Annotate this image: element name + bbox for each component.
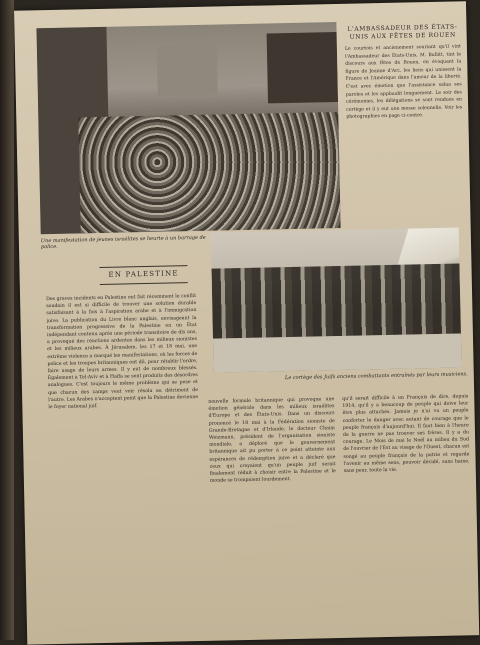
right-article-text: Le courtois et ancienement souriant qu'il vint l'Ambassadeur des États-Unis, M. Bullitt, tint le discours aux fêtes de Rouen, en évoquant la figure de Jeanne d'Arc, les liens qui unissent la France et l'Amérique dans l'amour de la liberté. C'est avec émotion que l'assistance salua ses paroles et les applaudit longuement. Le soir des cérémonies, les délégations se sont rendues en cortège et il y eut une messe solennelle. Voir les photographies en page ci-contre. [344, 44, 463, 121]
article-column-2 [208, 396, 339, 639]
article-column-3-text: qu'il serait difficile à un Français de dire, depuis 1914, qu'il y a beaucoup de peuple qui doive leur être plus attachés. Jamais je n'ai vu un peuple conforter le danger avec autant de courage que le peuple français d'aujourd'hui. Il faut bien à l'heure de la guerre ne pas trouver ses frères. Il y a du courage. Le Mois de mai le Noël au milieu du Sud de l'ouvrier de l'Est au visage de l'Ouest, chacun est songé au peuple français de la patrie et regarde l'avenir au même sens, pouvoir décidé, sans haine, sans peur, toute la vie. [342, 394, 470, 474]
section-rule-top [99, 265, 187, 268]
photo2-caption: Le cortège des Juifs anciens combattants entraînés par leurs musiciens. [284, 371, 468, 382]
photo-marchers [211, 263, 460, 338]
page-spine-shadow [0, 0, 14, 640]
photo-building-center [157, 44, 218, 95]
photo-crowd [78, 112, 340, 233]
section-rule-bottom [100, 282, 188, 285]
right-article-title: L'AMBASSADEUR DES ÉTATS-UNIS AUX FÊTES DE ROUEN [347, 23, 458, 41]
article-column-3 [342, 393, 473, 636]
article-column-1 [46, 293, 203, 636]
magazine-page [14, 1, 479, 644]
article-column-1-text: Des graves incidents en Palestine ont fait récemment le conflit soudain il est si difficile de trouver une solution durable satisfaisant à la fois à l'aspiration arabe et à l'immigration juive. La publication du Livre blanc anglais, envisageant la transformation progressive de la Palestine en un État indépendant contenu après une période transitoire de dix ans, a provoqué des réactions ardentes dans les milieux sionistes et les milieux arabes. À Jérusalem, les 17 et 18 mai, une extrême violence a marqué les manifestations, où les forces de police et les troupes britanniques ont dû, pour rétablir l'ordre, faire usage de leurs armes. Il y eut de nombreux blessés. Également à Tel-Aviv et à Haïfa se sont produits des désordres analogues. C'est toujours le même problème qui se pose et que chacun des camps veut voir résolu au détriment de l'autre. Les Arabes n'acceptent point que la Palestine devienne le foyer national juif. [46, 293, 199, 411]
section-title: EN PALESTINE [108, 269, 179, 279]
photo1-caption: Une manifestation de jeunes israélites se heurte à un barrage de police. [40, 234, 206, 251]
photo-veterans-procession [211, 227, 462, 372]
photo-ground [213, 333, 462, 372]
photo-tree [267, 32, 338, 103]
photo-demonstration [36, 22, 340, 234]
article-column-2-text: nouvelle formule britannique qui provoque une émotion générale dans les milieux israélites d'Europe et des États-Unis. Dans un discours prononcé le 18 mai à la Fédération sioniste de Grande-Bretagne et d'Irlande, le docteur Chaim Weizmann, président de l'organisation sioniste mondiale, a déploré que le gouvernement britannique ait pu porter à ce point atteinte aux espérances de rédemption juive et a déclaré que ceux qui croyaient qu'un peuple juif serait finalement réduit à choisir entre la Palestine et le monde se trompaient lourdement. [208, 397, 336, 484]
